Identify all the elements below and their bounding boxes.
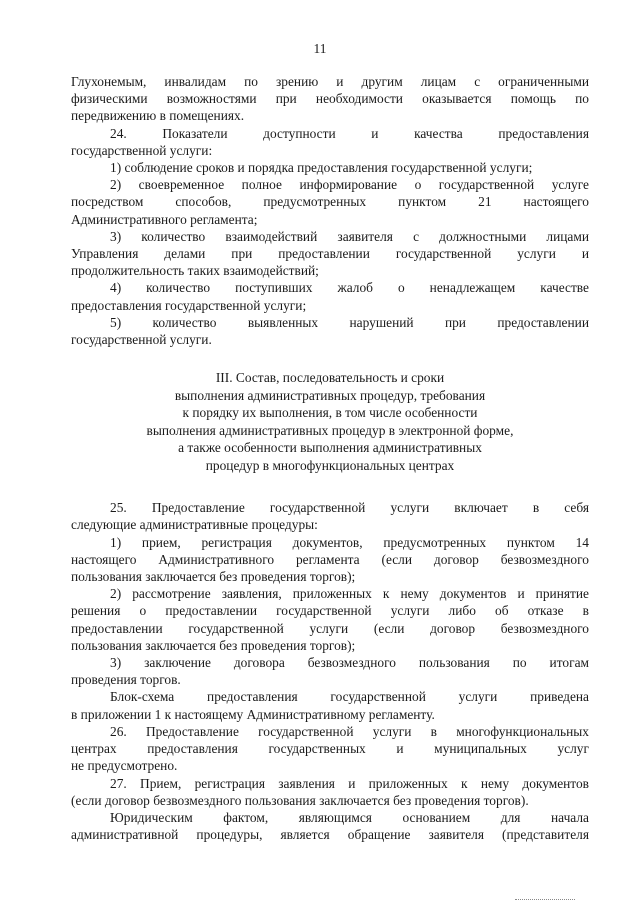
text-line: продолжительность таких взаимодействий; — [71, 263, 319, 279]
heading-line: III. Состав, последовательность и сроки — [215, 370, 445, 386]
text-line: настоящего Административного регламента (если договор безвозмездного — [71, 551, 589, 567]
heading-line: выполнения административных процедур в электронной форме, — [146, 422, 514, 438]
section-heading — [71, 369, 589, 474]
paragraph-27-heading: 27. Прием, регистрация заявления и приложенных к нему документов — [110, 775, 589, 791]
text-line: посредством способов, предусмотренных пунктом 21 настоящего — [71, 194, 589, 210]
text-line: решения о предоставлении государственной услуги либо об отказе в — [71, 603, 589, 619]
heading-line: выполнения административных процедур, требования — [174, 387, 486, 403]
list-item: 1) прием, регистрация документов, предусмотренных пунктом 14 — [110, 534, 589, 550]
heading-line: к порядку их выполнения, в том числе особенности — [182, 405, 478, 421]
text-line: Управления делами при предоставлении государственной услуги и — [71, 246, 589, 262]
text-line: центрах предоставления государственных и муниципальных услуг — [71, 741, 589, 757]
text-line: государственной услуги: — [71, 142, 213, 158]
text-line: (если договор безвозмездного пользования заключается без проведения торгов). — [71, 792, 529, 808]
page-number: 11 — [313, 41, 327, 56]
list-item: 4) количество поступивших жалоб о ненадлежащем качестве — [110, 280, 589, 296]
text-line: Блок-схема предоставления государственной услуги приведена — [110, 689, 589, 705]
paragraph-26-heading: 26. Предоставление государственной услуги в многофункциональных — [110, 723, 589, 739]
text-line: предоставлении государственной услуги (если договор безвозмездного — [71, 620, 589, 636]
paragraph-25-heading: 25. Предоставление государственной услуги включает в себя — [110, 500, 589, 516]
text-line: передвижению в помещениях. — [71, 108, 245, 124]
text-line: пользования заключается без проведения торгов); — [71, 637, 356, 653]
text-line: Юридическим фактом, являющимся основанием для начала — [110, 809, 589, 825]
list-item: 2) своевременное полное информирование о государственной услуге — [110, 177, 589, 193]
scan-artifact — [515, 899, 575, 902]
text-line: проведения торгов. — [71, 672, 181, 688]
list-item: 1) соблюдение сроков и порядка предоставления государственной услуги; — [110, 160, 533, 176]
heading-line: а также особенности выполнения административных — [178, 440, 482, 456]
text-line: Административного регламента; — [71, 211, 258, 227]
text-line: следующие административные процедуры: — [71, 517, 318, 533]
text-line: государственной услуги. — [71, 332, 212, 348]
list-item: 3) заключение договора безвозмездного пользования по итогам — [110, 655, 589, 671]
text-line: физическими возможностями при необходимости оказывается помощь по — [71, 91, 589, 107]
list-item: 3) количество взаимодействий заявителя с должностными лицами — [110, 228, 589, 244]
text-line: административной процедуры, является обращение заявителя (представителя — [71, 827, 589, 843]
text-line: пользования заключается без проведения торгов); — [71, 569, 356, 585]
text-line: в приложении 1 к настоящему Административному регламенту. — [71, 706, 435, 722]
document-body — [71, 73, 589, 843]
text-line: предоставления государственной услуги; — [71, 297, 307, 313]
list-item: 5) количество выявленных нарушений при предоставлении — [110, 314, 589, 330]
list-item: 2) рассмотрение заявления, приложенных к нему документов и принятие — [110, 586, 589, 602]
text-line: Глухонемым, инвалидам по зрению и другим лицам с ограниченными — [71, 74, 589, 89]
paragraph-24-heading: 24. Показатели доступности и качества предоставления — [110, 125, 589, 141]
heading-line: процедур в многофункциональных центрах — [205, 457, 455, 473]
text-line: не предусмотрено. — [71, 758, 178, 774]
